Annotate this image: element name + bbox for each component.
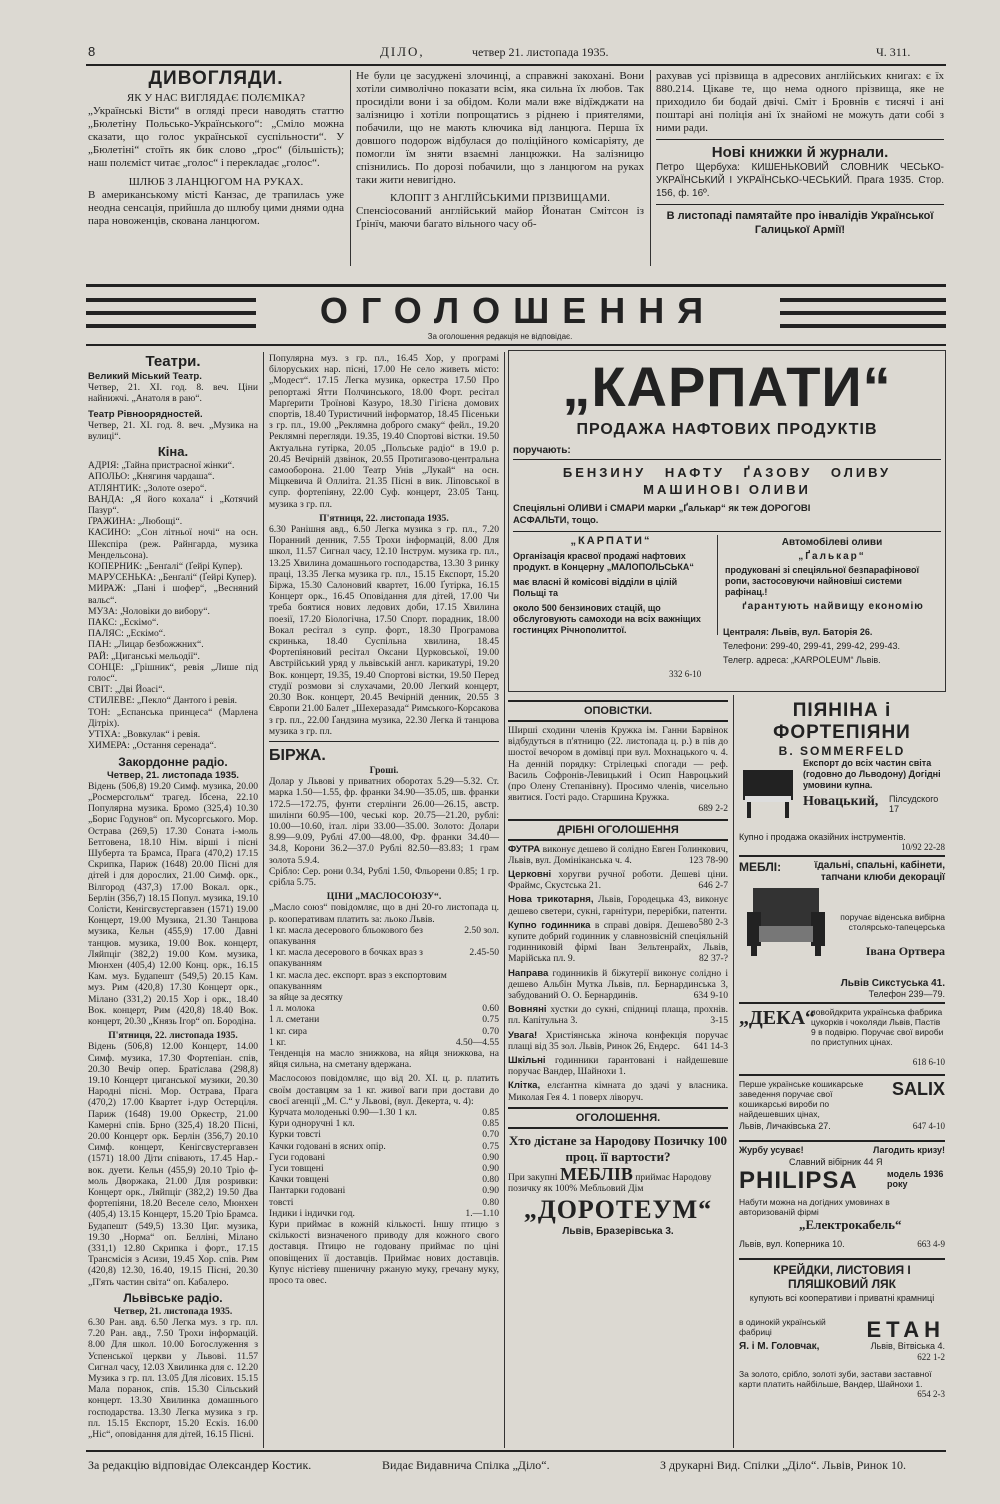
prices-note: Тенденція на масло знижкова, на яйця знижкова, на яйця сильна, на сметану вдержана. [269, 1047, 499, 1071]
etan-text2: в одинокій українській фабриці [739, 1317, 826, 1337]
price-item: 1 кг. масла дес. експорт. враз з експортовим опакуванням [269, 969, 447, 992]
etan-title: КРЕЙДКИ, ЛИСТОВИЯ І ПЛЯШКОВИЙ ЛЯК [773, 1263, 911, 1291]
poultry-row [269, 1163, 499, 1174]
prices-intro: „Масло союз“ повідомляє, що в дні 20-го листопада ц. р. кооперативам платить за: льоко Львів. [269, 902, 499, 925]
poultry-list [269, 1107, 499, 1219]
radio-text: Відень (506,8) 19.20 Симф. музика, 20.00 „Росмерсгольм“ трагед. Ібсена, 22.10 Популярна музика. Бромо (325,4) 10.30 „Борис Годунов“ оп. Мусоргського. Мор. Острава (269,5) 17.30 Соната і-моль Бетговена, 18.10 Нім. вірші і пісні Шуберта та Брамса, Прага (470,2) 17.15 Скрипка, Париж (1648) 20.00 Пісні для дітей і для дорослих, 21.00 Симф. орк., Вілгород (437,3) 17.00 Вокал. орк., Берлін (356,7) 18.15 Попул. музика, 19.10 Солісти, Кенігсвустергавзен (1571) 19.00 Концерт, 19.00 Музика, 21.30 Танцюва музика, Кельн (455,9) 17.00 Давні танцюв. музика, 19.00 Вок. концерт, Ляйпціг (382,2) 19.00 Ком. музика, Мюнхен (405,4) 12.00 Конц. орк., 16.15 Кам. муз. Будапешт (549,5) 20.15 Кам. муз. Рим (420,8) 17.30 Концерт орк., Мілано (331,2) 20.15 Хор і орк., 18.40 Вок. концерт, Рим (420,8) 18.40 Вок. концерт, 20.30 „Князь Ігор“ оп. Бородіна. [88, 780, 258, 1027]
footer-publisher: Видає Видавнича Спілка „Діло“. [382, 1458, 550, 1472]
price-item: 1 кг. [269, 1036, 287, 1048]
furniture-firm: Івана Ортвера [865, 944, 945, 958]
philips-small: Славний вібірник 44 Я [789, 1157, 883, 1167]
middle-column [269, 353, 499, 1286]
price-item: за яйце за десятку [269, 991, 343, 1003]
issue-date: четвер 21. листопада 1935. [472, 45, 609, 59]
karpaty-right-text2: ґарантують найвищу економію [742, 601, 924, 612]
salix-address: Львів, Личаківська 27. [739, 1121, 831, 1131]
price-item: 1 кг. масла десерового бльокового без опакування [269, 924, 423, 947]
radio-day: Четвер, 21. листопада 1935. [113, 1305, 233, 1317]
small-ad [508, 1055, 728, 1077]
radio-text: 6.30 Ранішня авд., 6.50 Легка музика з гр. пл., 7.20 Поранний денник, 7.55 Трохи інформацій, 8.00 Для школ, 11.57 Сигнал часу, 12.10 Інструм. музика гр. пл., 13.25 Хвилина домашнього господарства, 13.30 З ринку праці, 13.35 Легка музика гр. пл., 15.15 Експорт, 15.20 Біржа, 15.30 Салоновий квартет, 16.00 Ґутірка, 16.15 Концерт орк., 16.45 Оповідання для дітей, 17.00 Чи треба боятися нових ледових доби, 17.15 Хвилина поезії, 17.20 Біологічна, 17.50 Спорт. порадник, 18.00 Вокал ресітал з супр. форт., 18.30 Програмова скринька, 18.40 Суспільна хвилина, 18.45 Фортепіяновий ресітал Оксани Цурковської, 19.00 Австрійський уряд у львівській англ. карикатурі, 19.20 Вок. концерт, 19.35, 19.40 Спортові вістки, 19.50 Перед студії розмови зі слухачами, 20.00 Легкий концерт, 20.30 Вок. концерт, 20.45 Вечірній денник, 20.55 З Європи 21.00 Балет „Шехеразада“ Римського-Корсакова з гр. пл., 22.00 Ґандзина музика, 22.30 Легка й танцюва музика з гр. пл. [269, 524, 499, 737]
karpaty-subtitle: ПРОДАЖА НАФТОВИХ ПРОДУКТІВ [576, 421, 878, 438]
ad-code: 3-15 [710, 1015, 728, 1027]
exchange-subtitle: Гроші. [369, 764, 399, 776]
small-ad [508, 869, 728, 891]
philips-firm: „Електрокабель“ [799, 1217, 902, 1232]
piano-text2: Купно і продажа оказійних інструментів. [739, 832, 906, 842]
cinema-entry: АТЛЯНТИК: „Золоте озеро“. [88, 482, 207, 494]
subheading: ШЛЮБ З ЛАНЦЮГОМ НА РУКАХ. [128, 176, 304, 188]
cinema-entry: МАРУСЕНЬКА: „Бенґалі“ (Ґейрі Купер). [88, 572, 257, 584]
cinema-entry: ҐРАЖИНА: „Любощі“. [88, 516, 183, 528]
cinema-entry: ХИМЕРА: „Остання серенада“. [88, 740, 217, 752]
small-ad [508, 1004, 728, 1026]
footer-rule [86, 1450, 946, 1452]
piano-text: Експорт до всіх частин світа (годовно до Льводону) Догідні умовини купна. [803, 758, 941, 790]
furniture-ad [739, 860, 945, 978]
price-row [269, 1014, 499, 1025]
exchange-title: БІРЖА. [269, 746, 326, 764]
ad-code: 634 9-10 [693, 990, 728, 1002]
price-value: 0.70 [482, 1025, 499, 1037]
small-ad-head: Направа [508, 967, 549, 979]
cinema-entry: СОНЦЕ: „Грішник“, ревія „Лише під голос“. [88, 661, 258, 685]
small-ad [508, 920, 728, 965]
small-ad-text: годинники ґарантовані і найдешевше поручає Вандер, Шайнохи 1. [508, 1055, 728, 1078]
left-column [88, 353, 258, 1440]
poultry-note: Кури приймає в кожній кількості. Іншу птицю з скількості визначеного приводу для кожного свого доставця. Птицю не годовану приймає по ціні оповіщених її доставців. Приймає нових доставців. Купує ністіеву пшеничну ржаную муку, гречану муку, просо та овес. [269, 1219, 499, 1287]
top-column-2 [356, 70, 644, 231]
deka-brand: „ДЕКА“ [739, 1007, 816, 1029]
etan-brand: ЕТАН [866, 1317, 945, 1342]
small-ad [508, 968, 728, 1002]
cinema-entry: ПАЛЯС: „Ескімо“. [88, 628, 166, 640]
price-row [269, 992, 499, 1003]
small-ads-list [508, 844, 728, 1103]
cinema-entry: КАСИНО: „Сон літньої ночі“ на осн. Шекспіра (реж. Райнгарда, музика Мендельсона). [88, 527, 258, 561]
small-ads-title: ДРІБНІ ОГОЛОШЕННЯ [557, 823, 679, 836]
philips-brand: PHILIPSA [739, 1167, 858, 1194]
piano-icon [739, 760, 801, 822]
price-item: 1 л. сметани [269, 1014, 320, 1026]
ad-code: 689 2-2 [698, 803, 728, 815]
loan-question: Хто дістане за Народову Позичку 100 проц. її вартости? [508, 1132, 728, 1164]
notices-title: ОПОВІСТКИ. [583, 705, 653, 717]
small-ad-text: годинників й біжутерії виконує солідно і дешево Альбін Мутка Львів, пл. Бернардинська 3, забудований О. О. Бернардинів. [508, 967, 728, 1002]
header-rule [86, 64, 946, 66]
column-rule [650, 70, 651, 266]
exchange-text: Долар у Львові у приватних оборотах 5.29—5.32. Ст. марка 1.50—1.55, фр. франки 34.90—35.05, шв. франки 172.5—172.75, фунти стерлінги 26.00—26.15, австр. шилінґи 60.95—100, чеські кор. 20.75—21.20, рублі: 10.00—10.60, італ. ліри 33.00—35.00. Золото: Долари 8.99—9.09, Рублі 47.00—48.00, Фр. франки 34.40—34.8, Корони 36.2—37.0 Рублі 82.50—83.83; 1 грам золота 5.9.4. [269, 776, 499, 866]
small-ad-text: Львів, Городецька 43, виконує дешево светери, сукні, гарнітури, перерібки, патенти. [508, 894, 728, 917]
price-value: 1.—1.10 [465, 1207, 499, 1219]
price-item: Гуси товщені [269, 1163, 324, 1175]
column-rule [263, 352, 264, 1448]
karpaty-right-title: Автомобілеві оливи [781, 537, 883, 548]
price-value: 0.90 [482, 1151, 499, 1163]
radio-day: Четвер, 21. листопада 1935. [107, 769, 239, 781]
price-row [269, 925, 499, 947]
notices-text: Ширші сходини членів Кружка ім. Ганни Барвінок відбудуться в п'ятницю (22. листопада ц. р.) в пів до шостої вечором в домівці при вул. Мохнацького ч. 4. На денній порядку: Стрілецькі спогади — реф. Василь Софронів-Левицький і Осип Навроцький (про Олену Степанівну). Просимо членів, чисельно явитися. Гості радо. Старшина Кружка. [508, 725, 728, 804]
cinema-entry: ТОН: „Еспанська принцеса“ (Марлена Дітріх). [88, 706, 258, 729]
cinema-entry: МУЗА: „Чоловіки до вибору“. [88, 605, 210, 617]
price-value: 0.60 [482, 1003, 499, 1015]
poultry-row [269, 1107, 499, 1118]
cinema-entry: КОПЕРНИК: „Бенґалі“ (Ґейрі Купер). [88, 561, 243, 573]
subheading: ЯК У НАС ВИГЛЯДАЄ ПОЛЄМІКА? [126, 92, 306, 104]
karpaty-phones: Телефони: 299-40, 299-41, 299-42, 299-43. [723, 641, 900, 651]
small-ad-head: Церковні [508, 869, 552, 881]
loan-firm: „ДОРОТЕУМ“ [523, 1195, 713, 1225]
karpaty-line2: МАШИНОВІ ОЛИВИ [643, 482, 811, 497]
piano-brand: B. SOMMERFELD [778, 744, 906, 758]
ad-code: 332 6-10 [669, 669, 702, 679]
price-item: 1 кг. масла десерового в бочках враз з опакуванням [269, 947, 423, 970]
furniture-text2: поручає віденська вибірна столярсько-тапецерська [840, 912, 945, 932]
gold-text: За золото, срібло, золоті зуби, застави заставної карти платить найбільше, Вандер, Шайнохи 1. [739, 1369, 932, 1389]
price-value: 0.75 [482, 1140, 499, 1152]
radio-day: П'ятниця, 22. листопада 1935. [108, 1030, 238, 1042]
etan-text: купують всі кооперативи і приватні крамниці [749, 1293, 935, 1303]
column-rule [733, 695, 734, 1448]
philips-model: модель 1936 року [887, 1169, 944, 1189]
price-item: Курки товсті [269, 1129, 321, 1141]
ad-code: 663 4-9 [917, 1239, 945, 1249]
etan-owner: Я. і М. Головчак, [739, 1341, 820, 1352]
price-row [269, 1003, 499, 1014]
karpaty-line1: БЕНЗИНУ НАФТУ ҐАЗОВУ ОЛИВУ [562, 465, 892, 480]
price-item: Кури одноручні 1 кл. [269, 1118, 355, 1130]
cinema-entry: СТИЛЕВЕ: „Пекло“ Дантого і ревія. [88, 695, 238, 707]
philips-ad [739, 1145, 945, 1255]
small-ad-text: елєґантна кімната до здачі у власника. Миколая Гея 4. 1 поверх ліворуч. [508, 1080, 728, 1103]
cinema-entry: АДРІЯ: „Тайна пристрасної жінки“. [88, 460, 235, 472]
memo-text: В листопаді памятайте про інвалідів Української Галицької Армії! [666, 210, 934, 236]
poultry-row [269, 1174, 499, 1185]
karpaty-right-brand: „Ґалькар“ [798, 551, 866, 562]
ad-code: 622 1-2 [917, 1352, 945, 1362]
price-value: 2.50 зол. [464, 924, 499, 936]
article-text: „Українські Вісти“ в огляді преси наводять статтю „Бюлетіну Польсько-Українського“: „Сміло можна сказати, що голос української суспільности“. У „Бюлетіні“ стоїть як бик слово „ґрос“ (більшість); наш полєміст читає „голос“ і перекладає „голос“. [88, 105, 344, 169]
karpaty-left-title: „КАРПАТИ“ [570, 535, 652, 547]
page-number: 8 [88, 44, 96, 59]
price-item: Індики і індички год. [269, 1207, 355, 1219]
etan-address: Львів, Вітвіська 4. [870, 1341, 945, 1351]
price-item: Гуси годовані [269, 1151, 326, 1163]
price-value: 0.70 [482, 1129, 499, 1141]
small-ad-text: в справі довіря. Дешево купите добрий годинник у славнозвісній спеціяльній годинниковій фірмі Іван Зельтенрайх, Львів, Марійська пл. 9. [508, 919, 728, 965]
karpaty-address: Централя: Львів, вул. Баторія 26. [723, 627, 873, 637]
deka-ad [739, 1007, 945, 1071]
small-ad-head: Купно годинника [508, 919, 591, 931]
small-ad-head: Вовняні [508, 1004, 547, 1016]
prices-list [269, 925, 499, 1048]
piano-address: Пілсудского 17 [889, 794, 939, 814]
price-item: Пантарки годовані [269, 1185, 346, 1197]
section-title: ДИВОГЛЯДИ. [148, 68, 284, 89]
philips-address: Львів, вул. Коперника 10. [739, 1239, 845, 1249]
footer-printer: З друкарні Вид. Спілки „Діло“. Львів, Ринок 10. [660, 1458, 907, 1472]
price-value: 0.90 [482, 1163, 499, 1175]
ads-title: ОГОЛОШЕННЯ. [575, 1111, 661, 1124]
cinema-entry: АПОЛЬО: „Княгиня чардаша“. [88, 471, 215, 483]
karpaty-left-text: около 500 бензинових стацій, що обслуговують самоходи на всіх важніщих гостинцях Річнополиттої. [513, 603, 701, 635]
ad-code: 82 37-? [698, 953, 728, 965]
piano-ad [739, 700, 945, 852]
karpaty-recommend: поручають: [513, 445, 571, 456]
karpaty-title: „КАРПАТИ“ [562, 355, 892, 418]
theatres-title: Театри. [145, 353, 201, 370]
armchair-icon [743, 882, 829, 962]
exchange-text: Срібло: Сер. рони 0.34, Рублі 1.50, Фльорени 0.85; 1 гр. срібла 5.75. [269, 865, 499, 888]
furniture-phone: Телефон 239—79. [868, 989, 945, 999]
price-item: Качки товщені [269, 1174, 330, 1186]
column-rule [350, 70, 351, 266]
karpaty-ad [508, 350, 946, 692]
price-row [269, 947, 499, 969]
furniture-title: МЕБЛІ: [739, 860, 782, 874]
cinema-entry: РАЙ: „Циганські мельодії“. [88, 650, 200, 662]
books-text: Петро Щербуха: КИШЕНЬКОВИЙ СЛОВНИК ЧЕСЬКО-УКРАЇНСЬКИЙ І УКРАЇНСЬКО-ЧЕСЬКИЙ. Прага 1935. Стор. 156, ф. 16º. [656, 162, 944, 199]
price-item: Качки годовані в ясних опір. [269, 1140, 386, 1152]
poultry-row [269, 1129, 499, 1140]
poultry-row [269, 1185, 499, 1196]
article-text: рахував усі прізвища в адресових англійських книгах: є їх 880.214. Цікаве те, що нема одного прізвища, яке не приходило би бодай двічі. Сміт і Бровнів є тисячі і ані поштарі ані поліція ані їх знайомі не можуть дати собі з ними ради. [656, 70, 944, 134]
ad-code: 646 2-7 [698, 880, 728, 892]
small-ad-text: виконує дешево й солідно Евген Голинкович, Львів, вул. Домініканська ч. 4. [508, 843, 728, 866]
poultry-intro: Маслосоюз повідомляє, що від 20. XI. ц. р. платить своїм доставцям за 1 кг. живої ваги при достави до своєї агенції „М. С.“ у Львові, (вул. Декерта, ч. 4): [269, 1073, 499, 1107]
article-text: Спенсіосований англійський майор Йонатан Смітсон із Ґрінїч, маючи багато вільного часу об- [356, 205, 644, 230]
subheading: КЛОПІТ З АНГЛІЙСЬКИМИ ПРІЗВИЩАМИ. [389, 192, 610, 204]
radio-day: П'ятниця, 22. листопада 1935. [319, 512, 449, 524]
small-ad-head: ФУТРА [508, 843, 541, 855]
piano-dealer: Новацький, [803, 794, 879, 809]
loan-when: При закупні [508, 1171, 558, 1183]
philips-slogan-right: Лагодить кризу! [872, 1145, 945, 1155]
issue-number: Ч. 311. [876, 45, 911, 59]
cinema-entry: ПАКС: „Ескімо“. [88, 617, 159, 629]
small-ad [508, 1030, 728, 1052]
loan-text: приймає Народову позичку як 100% Мебльовий Дім [508, 1171, 712, 1195]
radio-text: Популярна муз. з гр. пл., 16.45 Хор, у програмі білоруських нар. пісні, 17.00 Не село живеть місто: „Модест“. 17.15 Легка музика, оркестра 17.50 Про репортажі Ятти Полчинського, 18.00 Форт. ресітал Марґерити Троїнові Казуро, 18.30 Гігієна домових спортів, 18.40 Туристичний інформатор, 18.45 Пісеньки з гр. пл., 19.00 „Реклямна доброго смаку“ фейл., 19.20 Реклямні перегляди. 19.35, 19.40 Спортові вістки. 19.50 Актуальна гутірка, 20.05 „Польське радіо“ в 19.0 р. 20.45 Вечірній дзвінок, 20.55 Протигазово-центральна самооборона. 21.00 Театр Унів „Лукай“ на осн. Міцкевича й Оллиіта. 21.35 Пісні в вик. Ліповської в супр. фортепіяну, 22.00 Суф. концерт, 23.05 Танц. музика з гр. пл. [269, 353, 499, 510]
price-value: 4.50—4.55 [455, 1036, 499, 1048]
theatre-entry: Театр Рівноорядностей. Четвер, 21. XI. год. 8. веч. „Музика на вулиці“. [88, 408, 258, 443]
price-value: 0.80 [482, 1174, 499, 1186]
loan-brand: МЕБЛІВ [559, 1163, 633, 1184]
notices-column [508, 700, 728, 1238]
article-text: Не були це засуджені злочинці, а справжні закохані. Вони хотіли символічно показати всім, яка сильна їх любов. Так просиділи вони і за обідом. Коли мали вже відїжджати на залізницю і хотіли попрощатись з ріднею і приятелями, побачили, що не мають ключика від ланцюга. Перша їх довшого подорож відбулася до поліційного комісаріяту, де помогли їм зняти взаємні ланцюжки. На залізницю спізнились. По дорозі побачили, що з ланцюгом на руках таки жити невигідно. [356, 70, 644, 186]
small-ad-text: хустки до сукні, спідниці плаща, прохнів. пл. Капітульна 3. [508, 1004, 728, 1027]
price-row [269, 970, 499, 992]
furniture-text: їдальні, спальні, кабінети, тапчани клюби декорації [814, 860, 945, 883]
price-item: Курчата молоденькі 0.90—1.30 1 кл. [269, 1107, 417, 1118]
column-rule [504, 352, 505, 1448]
paper-name: ДІЛО, [380, 44, 425, 59]
ad-code: 641 14-3 [693, 1040, 728, 1052]
cinema-entry: ВАНДА: „Я його кохала“ і „Котячий Пазур“. [88, 493, 258, 517]
philips-text: Набути можна на догідних умовинах в авторизованій фірмі [739, 1197, 890, 1217]
loan-address: Львів, Бразерівська 3. [562, 1226, 674, 1238]
price-row [269, 1037, 499, 1048]
salix-brand: SALIX [891, 1079, 945, 1099]
small-ad [508, 844, 728, 866]
karpaty-left-text: Організація красвої продажі нафтових продукт. в Концерну „МАЛОПОЛЬСЬКА“ [513, 551, 694, 572]
top-column-3 [656, 70, 944, 237]
poultry-row [269, 1197, 499, 1208]
small-ad-text: хоругви ручної роботи. Дешеві ціни. Фраймс, Скустська 21. [508, 869, 729, 892]
cinema-entry: ПАН: „Лицар безбожжних“. [88, 639, 204, 651]
karpaty-left-text: має власні й комісові відділи в цілій Польщі та [513, 577, 678, 598]
theatre-entry: Великий Міський Театр. Четвер, 21. XI. год. 8. веч. Ціни найнижчі. „Анатоля в раю“. [88, 371, 258, 405]
article-text: В американському місті Канзас, де трапилась уже неодна сенсація, прийшла до шлюбу цими днями одна пара новоженців, скована ланцюгом. [88, 189, 344, 227]
radio-text: 6.30 Ран. авд. 6.50 Легка муз. з гр. пл. 7.20 Ран. авд., 7.50 Трохи інформацій. 8.00 Для школ. 10.00 Богослуження з Успенської церкви у Львові. 11.57 Сигнал часу, 12.03 Хвилинка для с. 12.20 Музика з гр. пл. 13.05 Для лісових. 15.15 Мала поранок, спів. 15.30 Сільський концерт. 13.30 Хвилинка домашнього господарства. 13.30 Легка музика з гр. пл. 15.15 Експорт, 15.20 Ескіз. 16.00 „Ніс“, оповідання для дітей, 16.15 Пісні. [88, 1317, 258, 1441]
footer-editor: За редакцію відповідає Олександер Костик. [88, 1458, 312, 1472]
ad-code: 654 2-3 [917, 1389, 945, 1399]
cinema-entry: УТІХА: „Вовкулак“ і ревія. [88, 729, 201, 741]
deka-text: новойдкрита українська фабрика цукорків і чоколяди Львів, Пастів 9 в подвірю. Поручає свої вироби по приступних цінах. [811, 1007, 944, 1047]
small-ad-head: Клітка, [508, 1080, 541, 1092]
price-item: 1 кг. сира [269, 1025, 307, 1037]
cinema-list [88, 460, 258, 751]
price-row [269, 1026, 499, 1037]
ad-code: 123 78-90 [688, 854, 728, 866]
small-ad [508, 1080, 728, 1102]
price-value: 0.80 [482, 1196, 499, 1208]
books-title: Нові книжки й журнали. [711, 144, 889, 161]
ad-code: 618 6-10 [912, 1057, 945, 1067]
karpaty-telegram: Телегр. адреса: „KARPOLEUM“ Львів. [723, 655, 881, 665]
radio-title: Закордонне радіо. [118, 754, 228, 769]
radio-text: Відень (506,8) 12.00 Концерт, 14.00 Симф. музика, 17.30 Фортепіан. спів, 20.30 Вечір опер. Братіслава (298,8) 19.10 Концерт циганської музики, 20.30 Народні пісні. Мор. Острава, Прага (470,2) 17.00 Квартет і-дур Остерціля. Париж (1648) 19.00 Оркестр, 21.00 Камерні спів. Брно (325,4) 18.20 Пісні, 20.00 Концерт орк. Берлін (356,7) 20.10 Симф. концерт, Кенігсвустергавзен (1571) 18.00 Діти співають, 17.45 Нар.-вок. дуети. Кельн (455,9) 20.10 Тріо ф-моль Дворжака, 21.00 Для розривки: Концерт орк., Ляйпціг (382,2) 19.50 Два фортепіяни, 18.20 Веселе село, Мюнхен (405,4) 13.15 Концерт, 15.20 Тріо Брамса. Будапешт (549,5) 13.30 Циг. музика, 19.30 „Норма“ оп. Белліні, Мілано (331,1) 12.80 Скрипка і форт., 17.15 Трансмісія з Асизи, 19.45 Хор. спів. Рим (420,8) 12.30, 16.40, 19.15 Пісні, 20.30 „П'ять частин світа“ оп. Кабалеро. [88, 1041, 258, 1288]
salix-ad [739, 1079, 945, 1137]
price-value: 0.85 [482, 1118, 499, 1130]
salix-text: Перше українське кошикарське заведення поручає свої кошикарські вироби по найдешевших цінах, [739, 1079, 864, 1119]
piano-title: ПІЯНІНА і ФОРТЕПІЯНИ [773, 700, 911, 743]
karpaty-right-text: продуковані зі спеціяльної безпарафінової ропи, застосовуючи найновіші системи рафінац.! [725, 565, 920, 597]
karpaty-line3: Спеціяльні ОЛИВИ і СМАРИ марки „Ґалькар“ як теж ДОРОГОВІ АСФАЛЬТИ, тощо. [513, 503, 811, 526]
prices-title: ЦІНИ „МАСЛОСОЮЗУ“. [326, 891, 442, 903]
small-ad-head: Увага! [508, 1029, 538, 1041]
price-value: 0.85 [482, 1107, 499, 1118]
poultry-row [269, 1152, 499, 1163]
small-ad-head: Нова трикотарня, [508, 894, 594, 906]
ads-banner-subtitle: За оголошення редакція не відповідає. [427, 332, 573, 341]
small-ad-head: Шкільні [508, 1055, 546, 1067]
top-column-1 [88, 68, 344, 228]
cinema-title: Кіна. [157, 444, 189, 460]
price-item: 1 л. молока [269, 1003, 315, 1015]
right-ads-column [739, 700, 945, 1399]
ads-banner-title: ОГОЛОШЕННЯ [319, 290, 717, 331]
price-value: 2.45-50 [469, 947, 499, 959]
ad-code: 647 4-10 [912, 1121, 945, 1131]
poultry-row [269, 1141, 499, 1152]
price-value: 0.90 [482, 1185, 499, 1197]
price-value: 0.75 [482, 1014, 499, 1026]
etan-ad [739, 1263, 945, 1363]
price-item: товсті [269, 1196, 294, 1208]
cinema-entry: МИРАЖ: „Пані і шофер“, „Весняний вальс“. [88, 583, 258, 606]
cinema-entry: СВІТ: „Дві Йоасі“. [88, 684, 165, 696]
poultry-row [269, 1118, 499, 1129]
furniture-address: Львів Сикстуська 41. [840, 978, 945, 989]
poultry-row [269, 1208, 499, 1219]
small-ad-text: Христіянська жіноча конфекція поручає плащі від 35 зол. Львів, Ринок 26, Ендерс. [508, 1029, 728, 1052]
ad-code: 580 2-3 [698, 916, 728, 928]
ad-code: 10/92 22-28 [901, 842, 945, 852]
philips-slogan-left: Журбу усуває! [739, 1145, 804, 1155]
lviv-radio-title: Львівське радіо. [123, 1290, 223, 1305]
